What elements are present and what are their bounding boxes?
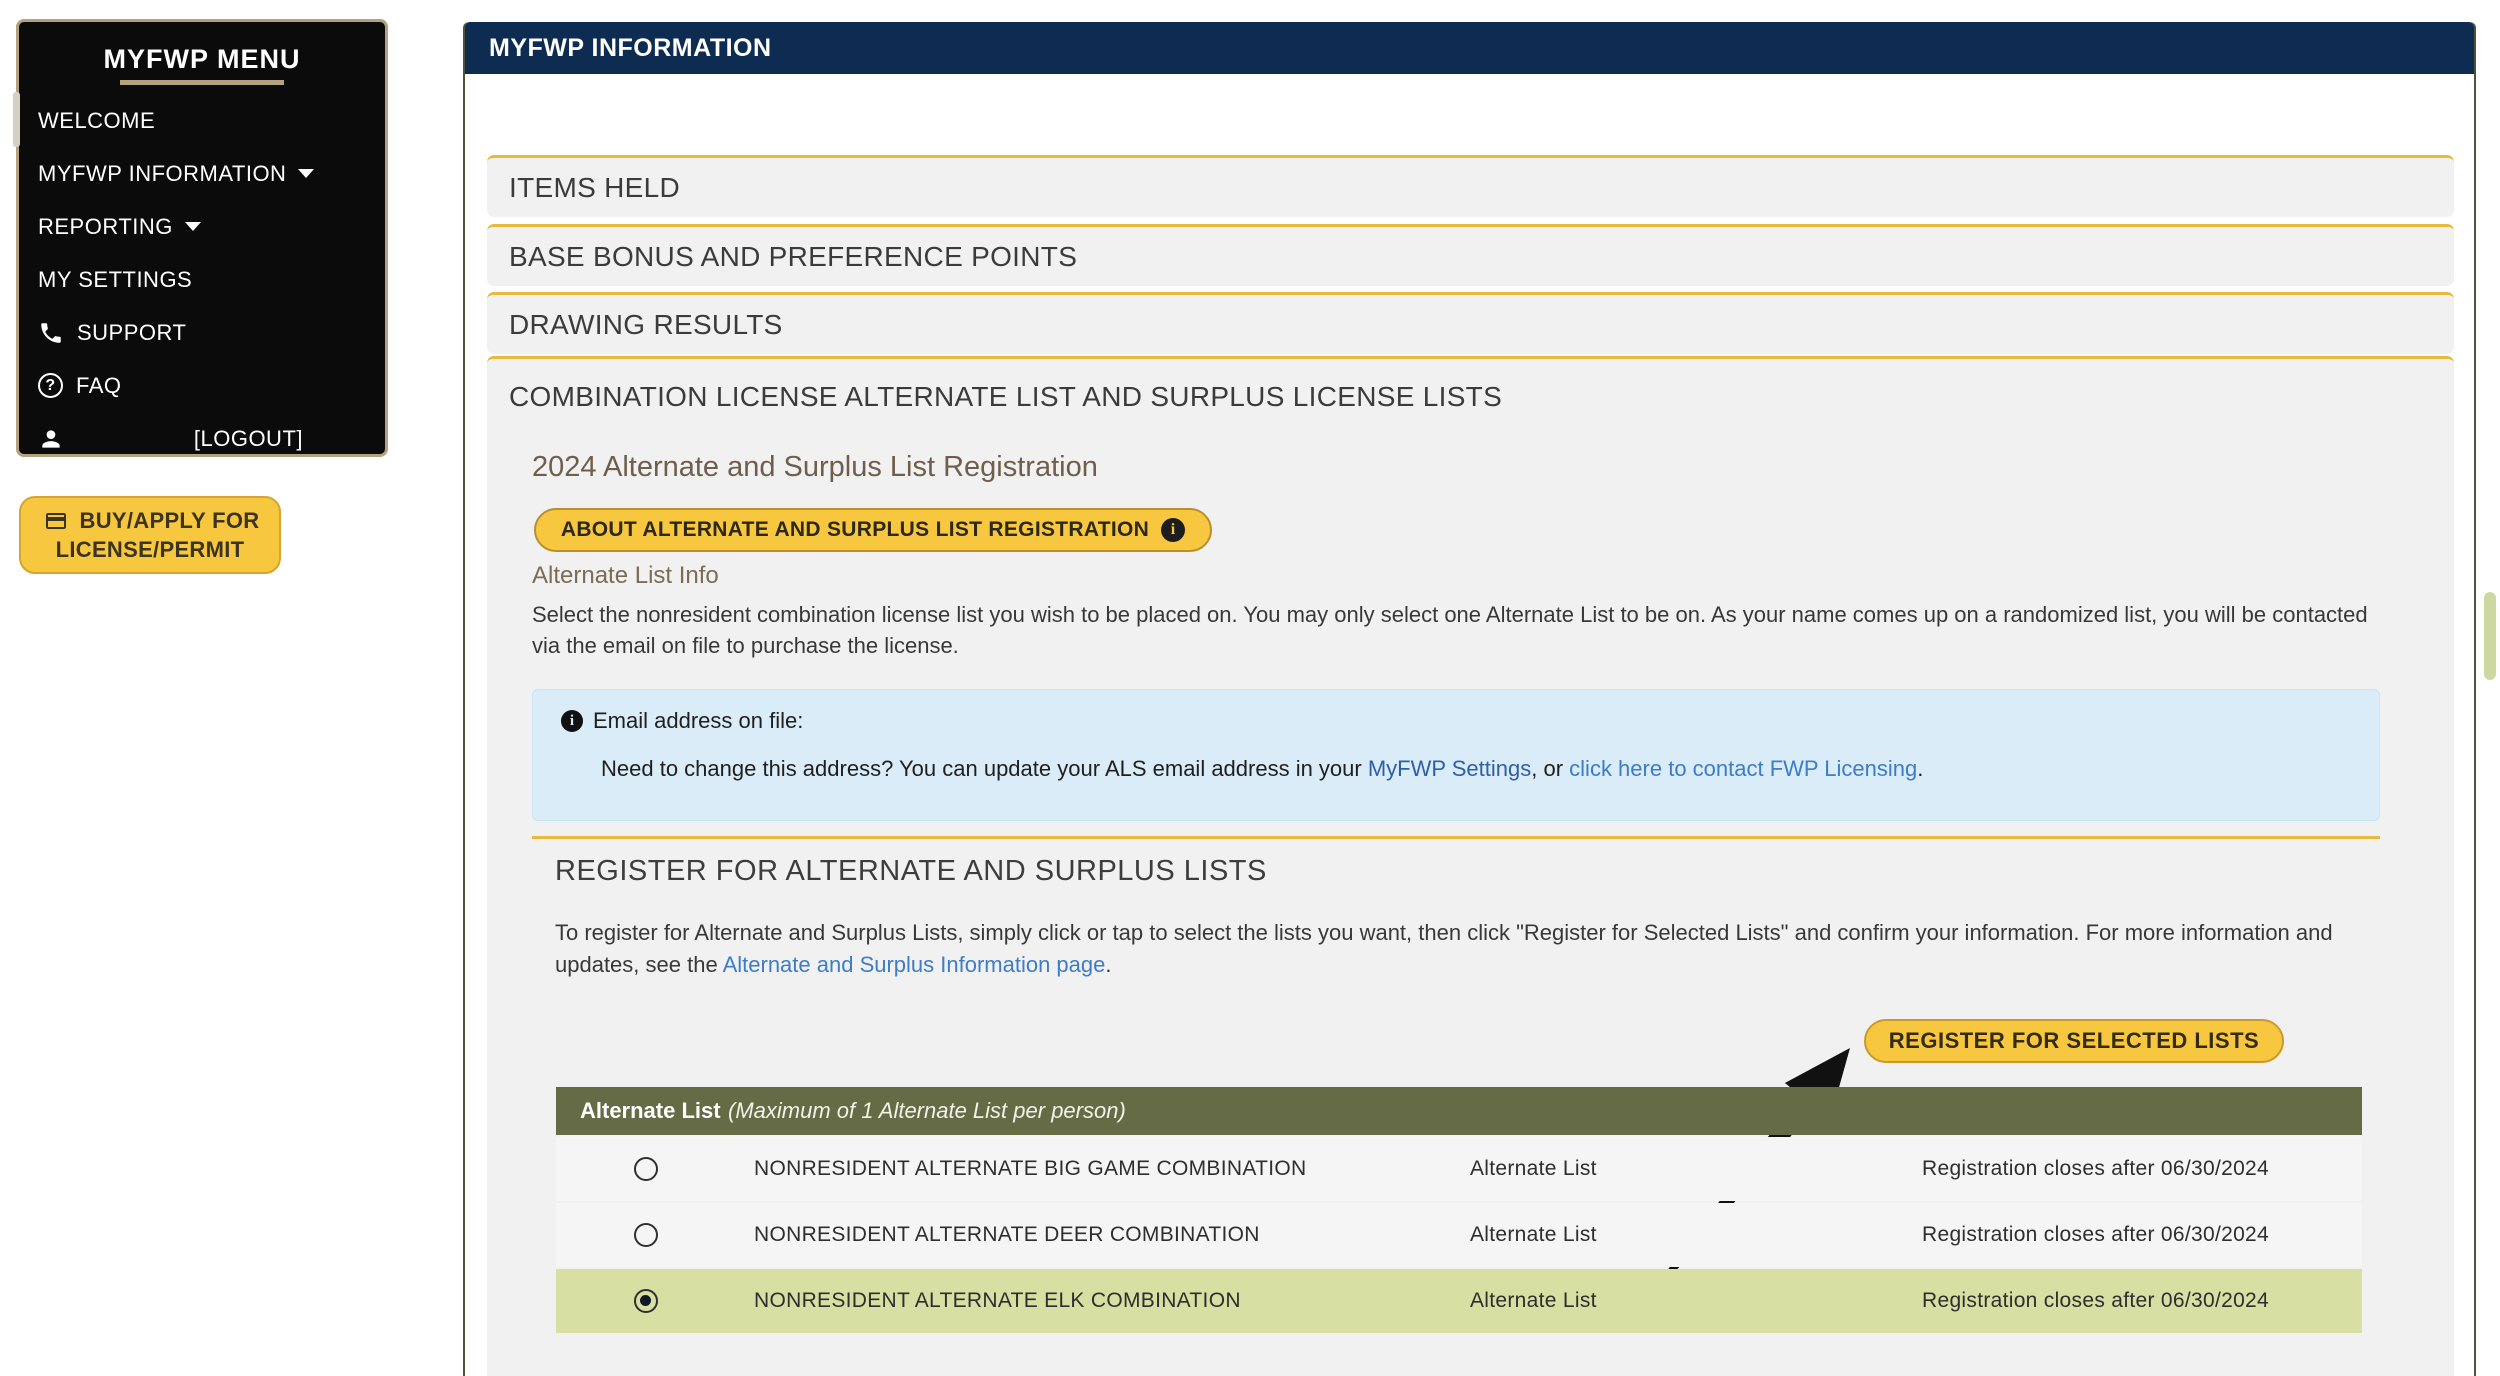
- panel-header: [465, 22, 2474, 74]
- row-closing-date: Registration closes after 06/30/2024: [1922, 1157, 2270, 1180]
- table-header-title: Alternate List: [580, 1098, 721, 1123]
- about-button-label: ABOUT ALTERNATE AND SURPLUS LIST REGISTRATION: [560, 518, 1150, 541]
- info-icon: i: [561, 710, 583, 732]
- buy-apply-license-button[interactable]: [19, 496, 281, 574]
- email-on-file-label: Email address on file:: [593, 708, 804, 733]
- accordion-label: DRAWING RESULTS: [509, 309, 783, 340]
- table-row-elk[interactable]: [556, 1269, 2362, 1333]
- section-divider: [532, 836, 2380, 839]
- register-selected-lists-button[interactable]: [1864, 1019, 2284, 1063]
- accordion-label: BASE BONUS AND PREFERENCE POINTS: [509, 241, 1078, 272]
- email-change-text-pre: Need to change this address? You can update your ALS email address in your: [601, 756, 1368, 781]
- alternate-list-info-label: Alternate List Info: [532, 562, 719, 589]
- credit-card-icon: [41, 509, 71, 533]
- sidebar-item-label: FAQ: [76, 372, 122, 398]
- table-row-deer[interactable]: [556, 1203, 2362, 1267]
- table-header-note: (Maximum of 1 Alternate List per person): [728, 1098, 1126, 1123]
- row-type: Alternate List: [1470, 1157, 1597, 1180]
- sidebar-item-label: WELCOME: [38, 107, 156, 133]
- register-section-heading: REGISTER FOR ALTERNATE AND SURPLUS LISTS: [555, 855, 1267, 887]
- register-instructions-pre: To register for Alternate and Surplus Lists, simply click or tap to select the lists you want, then click "Register for Selected Lists" and confirm your information. For more information and updates, see the: [555, 920, 2333, 977]
- radio-deer[interactable]: [634, 1223, 658, 1247]
- person-icon: [38, 426, 64, 452]
- row-type: Alternate List: [1470, 1223, 1597, 1246]
- sidebar-item-support[interactable]: [19, 306, 385, 359]
- sidebar-item-reporting[interactable]: [19, 200, 385, 253]
- buy-apply-label-line1: BUY/APPLY FOR: [79, 508, 260, 533]
- row-name: NONRESIDENT ALTERNATE BIG GAME COMBINATION: [754, 1157, 1307, 1180]
- sidebar-title: MYFWP MENU: [103, 44, 301, 74]
- scrollbar-thumb[interactable]: [2484, 592, 2496, 680]
- sidebar-item-faq[interactable]: [19, 359, 385, 412]
- registration-heading: 2024 Alternate and Surplus List Registration: [532, 451, 1098, 483]
- row-name: NONRESIDENT ALTERNATE ELK COMBINATION: [754, 1289, 1241, 1312]
- accordion-label: ITEMS HELD: [509, 172, 681, 203]
- chevron-down-icon: [298, 169, 314, 178]
- phone-icon: [38, 320, 64, 346]
- table-row-big-game[interactable]: [556, 1137, 2362, 1201]
- alternate-surplus-info-page-link[interactable]: Alternate and Surplus Information page: [722, 952, 1106, 977]
- sidebar-item-label: SUPPORT: [77, 319, 187, 345]
- sidebar-item-myfwp-information[interactable]: [19, 147, 385, 200]
- question-icon: ?: [38, 373, 63, 398]
- row-type: Alternate List: [1470, 1289, 1597, 1312]
- register-instructions-end: .: [1105, 952, 1112, 977]
- chevron-down-icon: [185, 222, 201, 231]
- accordion-label-combination[interactable]: COMBINATION LICENSE ALTERNATE LIST AND SURPLUS LICENSE LISTS: [509, 381, 1503, 412]
- sidebar-menu: [16, 19, 388, 457]
- email-info-box: [532, 689, 2380, 821]
- row-name: NONRESIDENT ALTERNATE DEER COMBINATION: [754, 1223, 1260, 1246]
- register-button-label: REGISTER FOR SELECTED LISTS: [1888, 1028, 2260, 1053]
- sidebar-item-label: MYFWP INFORMATION: [38, 160, 287, 186]
- alternate-list-table: [556, 1087, 2362, 1333]
- contact-fwp-licensing-link[interactable]: click here to contact FWP Licensing: [1569, 756, 1918, 781]
- sidebar-item-logout[interactable]: [19, 412, 385, 465]
- intro-paragraph: Select the nonresident combination license list you wish to be placed on. You may only select one Alternate List to be on. As your name comes up on a randomized list, you will be contacted via the email on file to purchase the license.: [532, 602, 2368, 658]
- sidebar-item-my-settings[interactable]: [19, 253, 385, 306]
- buy-apply-label-line2: LICENSE/PERMIT: [55, 537, 245, 562]
- accordion-items-held[interactable]: [487, 155, 2454, 217]
- sidebar-item-label: REPORTING: [38, 213, 173, 239]
- panel-header-title: MYFWP INFORMATION: [489, 33, 772, 62]
- radio-elk-selected[interactable]: [634, 1289, 658, 1313]
- sidebar-item-welcome[interactable]: [19, 94, 385, 147]
- email-change-text-mid: , or: [1531, 756, 1570, 781]
- logout-label: [LOGOUT]: [193, 425, 303, 451]
- email-change-text: [601, 756, 1923, 782]
- info-icon: i: [1161, 518, 1185, 542]
- accordion-combination-lists-expanded: [487, 356, 2454, 1376]
- email-change-text-end: .: [1917, 756, 1924, 781]
- row-closing-date: Registration closes after 06/30/2024: [1922, 1223, 2270, 1246]
- main-panel: [463, 22, 2476, 1376]
- sidebar-item-label: MY SETTINGS: [38, 266, 193, 292]
- accordion-base-bonus-points[interactable]: [487, 224, 2454, 286]
- table-header-row: [556, 1087, 2362, 1135]
- sidebar-title-underline: [120, 80, 284, 85]
- myfwp-settings-link[interactable]: MyFWP Settings: [1367, 756, 1532, 781]
- row-closing-date: Registration closes after 06/30/2024: [1922, 1289, 2270, 1312]
- radio-big-game[interactable]: [634, 1157, 658, 1181]
- register-instructions: [555, 917, 2387, 981]
- accordion-drawing-results[interactable]: [487, 292, 2454, 354]
- about-alternate-surplus-button[interactable]: [534, 508, 1212, 552]
